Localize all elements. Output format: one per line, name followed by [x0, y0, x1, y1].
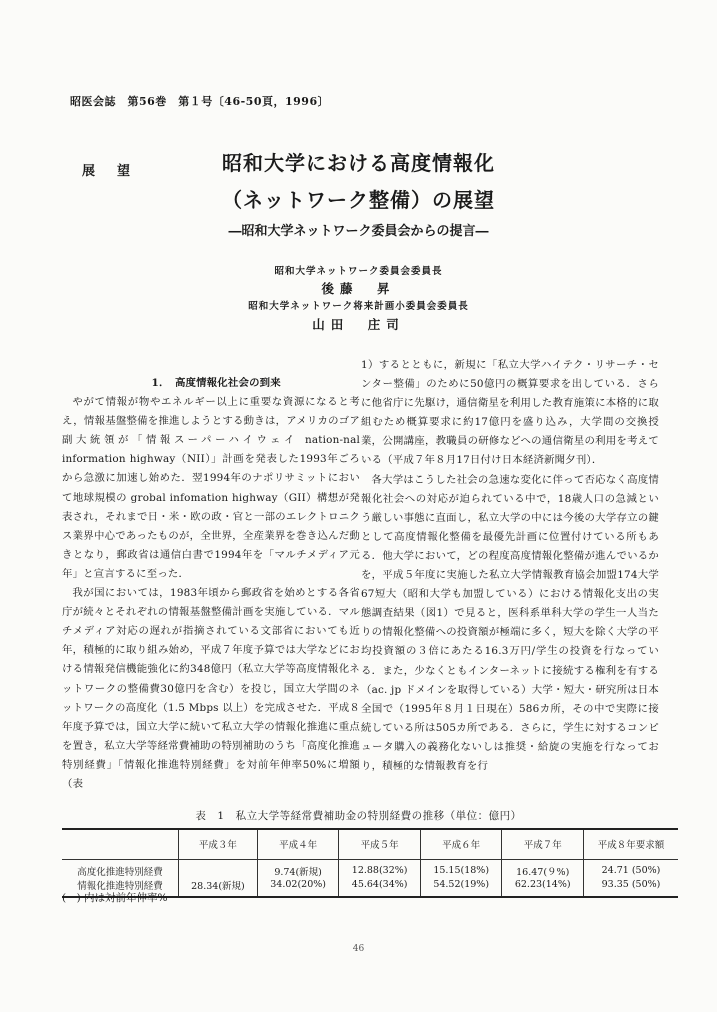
- table-caption: 表 1 私立大学等経常費補助金の特別経費の推移（単位：億円）: [195, 810, 522, 822]
- article-title-line-2: （ネットワーク整備）の展望: [222, 188, 495, 212]
- table-header-cell: 平成３年: [179, 829, 258, 859]
- paragraph: 我が国においては，1983年頃から郵政省を始めとする各省庁が続々とそれぞれの情報基盤整備計画を実施している．マルチメディア対応の遅れが指摘されている文部省においても近年，積極的に取り組み始め，平成７年度予算では大学などにおける情報発信機能強化に約348億円（私立大学等高度情報化ネットワークの整備費30億円を含む）を投じ，国立大学間のネットワークの高度化（1.5 Mbps 以上）を完成させた．平成８年度予算では，国立大学に続いて私立大学の情報化推進に重点を置き，私立大学等経常費補助の特別補助のうち「高度化推進特別経費」「情報化推進特別経費」を対前年伸率50%に増額（表: [62, 587, 360, 790]
- subsidy-table: [62, 828, 678, 898]
- table-header-cell: 平成６年: [420, 829, 502, 859]
- table-cell: 93.35 (50%): [583, 878, 678, 897]
- author-name-2: 山田 庄司: [312, 317, 405, 332]
- paragraph: 1）するとともに，新規に「私立大学ハイテク・リサーチ・センター整備」のために50億円の概算要求を出している．さらに他省庁に先駆け，通信衛星を利用した教育施策に本格的に取組むため概算要求に約17億円を盛り込み，大学間の交換授業，公開講座，教職員の研修などへの通信衛星の利用を考えている（平成７年８月17日付け日本経済新聞夕刊）．: [361, 359, 659, 467]
- table-cell: 28.34(新規): [179, 878, 258, 897]
- page-number: 46: [352, 944, 365, 954]
- table-header-cell: 平成５年: [339, 829, 421, 859]
- table-cell: [179, 859, 258, 878]
- paragraph: 各大学はこうした社会の急速な変化に伴って否応なく高度情報化社会への対応が迫られている中で，18歳人口の急減という厳しい事態に直面し，私立大学の中には今後の大学存立の鍵として高度情報化整備を最優先計画に位置付けている所もある．他大学において，どの程度高度情報化整備が進んでいるかを，平成５年度に実施した私立大学情報教育協会加盟174大学67短大（昭和大学も加盟している）における情報化支出の実態調査結果（図1）で見ると，医科系単科大学の学生一人当たりの情報化整備への投資額が極端に多く，短大を除く大学の平均投資額の３倍にあたる16.3万円/学生の投資を行なっている．また，少なくともインターネットに接続する権利を有する（ac. jp ドメインを取得している）大学・短大・研究所は日本全国で（1995年８月１日現在）586カ所，その中で実際に接続している所は505カ所である．さらに，学生に対するコンピュータ購入の義務化ないしは推奨・給旋の実施を行なっており，積極的な情報教育を行: [361, 473, 659, 772]
- table-footnote: ( ) 内は対前年伸率%: [62, 892, 168, 904]
- author-name-1: 後藤 昇: [321, 281, 396, 296]
- table-cell: 15.15(18%): [420, 859, 502, 878]
- table-header-cell: [62, 829, 179, 859]
- table-cell: 16.47(９%): [502, 859, 584, 878]
- article-subtitle: ―昭和大学ネットワーク委員会からの提言―: [228, 224, 489, 239]
- table-header-cell: 平成８年要求額: [583, 829, 678, 859]
- table-row: [62, 859, 678, 878]
- table-cell: 34.02(20%): [257, 878, 339, 897]
- section-heading: 1． 高度情報化社会の到来: [151, 377, 281, 389]
- table-cell: 54.52(19%): [420, 878, 502, 897]
- article-title-line-1: 昭和大学における高度情報化: [222, 151, 495, 175]
- table-cell: 12.88(32%): [339, 859, 421, 878]
- table-cell: 24.71 (50%): [583, 859, 678, 878]
- section-label: 展望: [82, 164, 153, 179]
- table-header-cell: 平成４年: [257, 829, 339, 859]
- body-column-right: [361, 356, 659, 776]
- table-header-cell: 平成７年: [502, 829, 584, 859]
- table-cell: 9.74(新規): [257, 859, 339, 878]
- table-cell: 高度化推進特別経費: [77, 866, 163, 878]
- table-cell: 情報化推進特別経費: [62, 878, 179, 897]
- author-role-1: 昭和大学ネットワーク委員会委員長: [274, 266, 443, 277]
- journal-header: 昭医会誌 第56巻 第１号〔46-50頁，1996〕: [70, 95, 330, 108]
- table-cell: 62.23(14%): [502, 878, 584, 897]
- table-cell: 45.64(34%): [339, 878, 421, 897]
- table-header-row: [62, 829, 678, 859]
- body-column-left: [62, 374, 360, 794]
- paragraph: やがて情報が物やエネルギー以上に重要な資源になると考え，情報基盤整備を推進しようとする動きは，アメリカのゴア副大統領が「情報スーパーハイウェイ nation-nal information highway（NII）」計画を発表した1993年ごろから急激に加速し始めた．翌1994年のナポリサミットにおいて地球規模の grobal infomation highway（GII）構想が発表され，それまで日・米・欧の政・官と一部のエレクトロニクス業界中心であったものが，全世界，全産業界を巻き込んだ動きとなり，郵政省は通信白書で1994年を「マルチメディア元年」と宣言するに至った．: [62, 396, 360, 580]
- author-role-2: 昭和大学ネットワーク将来計画小委員会委員長: [248, 301, 469, 312]
